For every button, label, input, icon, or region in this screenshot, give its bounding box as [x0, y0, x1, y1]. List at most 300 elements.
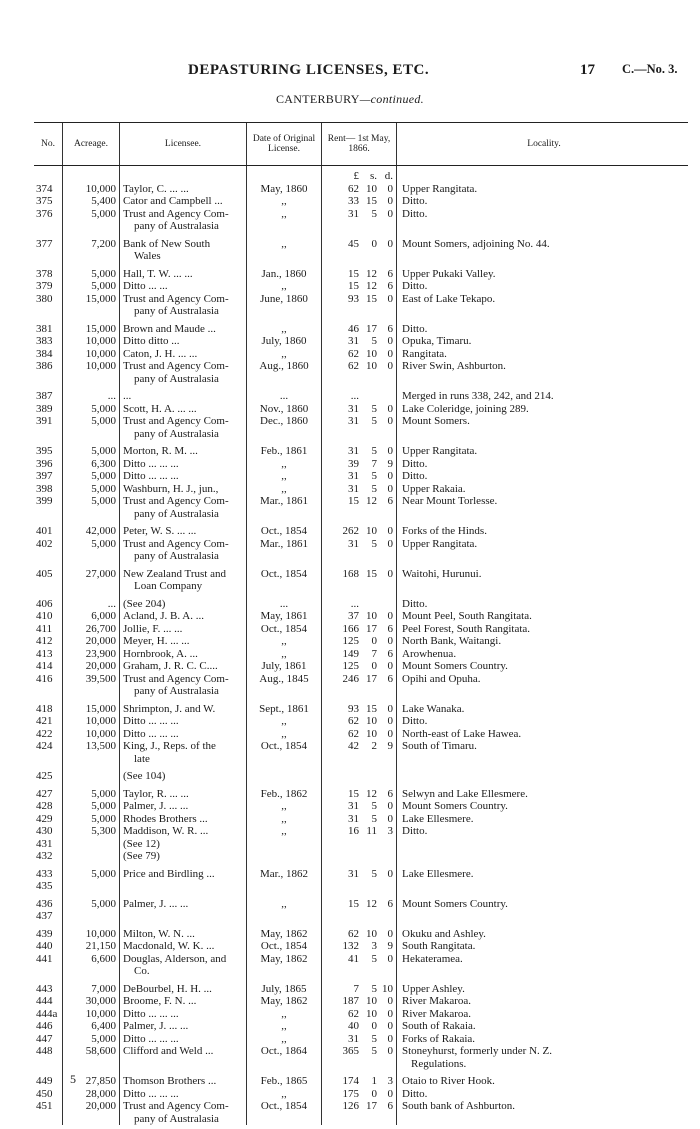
cell-licensee: Acland, J. B. A. ...	[120, 610, 247, 623]
rent-shillings: 5	[371, 812, 377, 825]
cell-acreage: 5,000	[63, 483, 120, 496]
cell-acreage: 27,850	[63, 1070, 120, 1088]
cell-rent	[322, 195, 397, 208]
rent-pounds: 15	[348, 280, 359, 292]
table-row	[34, 673, 688, 686]
cell-no: 399	[36, 495, 53, 507]
cell-date: ,,	[247, 1008, 322, 1021]
cell-locality: Ditto.	[397, 458, 689, 471]
cell-date: May, 1861	[247, 610, 322, 623]
cell-licensee: Trust and Agency Com-	[120, 538, 247, 551]
cell-date	[247, 1058, 322, 1071]
cell-date: May, 1862	[247, 923, 322, 941]
cell-licensee-continued	[120, 1058, 247, 1071]
cell-rent	[322, 610, 397, 623]
rent-shillings: 10	[366, 727, 377, 740]
document-reference: C.—No. 3.	[622, 62, 678, 76]
rent-pounds: 246	[342, 672, 359, 685]
unit-shillings: s.	[369, 170, 377, 182]
unit-pounds: £	[353, 170, 359, 182]
rent-pence: 3	[387, 1075, 393, 1087]
cell-licensee: Cator and Campbell ...	[120, 195, 247, 208]
cell-locality: North-east of Lake Hawea.	[397, 728, 689, 741]
cell-no: 449	[36, 1075, 53, 1087]
rent-pounds: 39	[348, 457, 359, 470]
cell-date: ,,	[247, 648, 322, 661]
cell-rent	[322, 550, 397, 563]
cell-rent	[322, 660, 397, 673]
table-row	[34, 660, 688, 673]
rent-shillings: 10	[366, 360, 377, 372]
cell-date: Oct., 1854	[247, 740, 322, 753]
table-row	[34, 863, 688, 881]
cell-date: Mar., 1861	[247, 495, 322, 508]
cell-licensee: Ditto ... ... ...	[120, 1088, 247, 1101]
cell-rent	[322, 1100, 397, 1113]
cell-date: ,,	[247, 1020, 322, 1033]
cell-date: ,,	[247, 1033, 322, 1046]
cell-acreage: 5,000	[63, 538, 120, 551]
cell-acreage	[63, 685, 120, 698]
cell-no: 432	[36, 850, 53, 862]
cell-acreage: 6,300	[63, 458, 120, 471]
cell-date	[247, 580, 322, 593]
rent-pence: 0	[387, 237, 393, 250]
cell-licensee: Scott, H. A. ... ...	[120, 403, 247, 416]
cell-acreage: 6,000	[63, 610, 120, 623]
cell-licensee: Clifford and Weld ...	[120, 1045, 247, 1058]
cell-date: ,,	[247, 470, 322, 483]
table-row	[34, 940, 688, 953]
rent-shillings: 11	[366, 825, 377, 837]
rent-pounds: 62	[348, 360, 359, 372]
cell-locality: Lake Coleridge, joining 289.	[397, 403, 689, 416]
cell-rent	[322, 673, 397, 686]
cell-licensee-continued: pany of Australasia	[120, 550, 247, 563]
rent-pence: 0	[387, 715, 393, 727]
cell-rent	[322, 940, 397, 953]
rent-pence: 0	[387, 1020, 393, 1032]
cell-no: 427	[36, 787, 53, 800]
cell-licensee: Trust and Agency Com-	[120, 495, 247, 508]
cell-date: Aug., 1860	[247, 360, 322, 373]
cell-locality: Upper Rangitata.	[397, 183, 689, 196]
cell-locality: Okuku and Ashley.	[397, 923, 689, 941]
col-header-date: Date of Original License.	[247, 123, 322, 166]
cell-date: Feb., 1861	[247, 440, 322, 458]
cell-acreage: ...	[63, 385, 120, 403]
rent-pounds: 149	[342, 647, 359, 660]
unit-pence: d.	[384, 170, 393, 182]
cell-date	[247, 965, 322, 978]
cell-acreage: 5,000	[63, 280, 120, 293]
cell-licensee: Hornbrook, A. ...	[120, 648, 247, 661]
table-row-continuation	[34, 428, 688, 441]
cell-date	[247, 508, 322, 521]
cell-no: 436	[36, 897, 53, 910]
cell-licensee: Caton, J. H. ... ...	[120, 348, 247, 361]
cell-licensee-continued: late	[120, 753, 247, 766]
cell-date: Oct., 1854	[247, 1100, 322, 1113]
cell-licensee: Graham, J. R. C. C....	[120, 660, 247, 673]
cell-date: Aug., 1845	[247, 673, 322, 686]
cell-licensee: Maddison, W. R. ...	[120, 825, 247, 838]
table-row	[34, 293, 688, 306]
cell-acreage: 10,000	[63, 335, 120, 348]
cell-rent	[322, 765, 397, 783]
cell-locality	[397, 838, 689, 851]
cell-date: July, 1860	[247, 335, 322, 348]
cell-rent	[322, 1113, 397, 1126]
cell-locality: Ditto.	[397, 1088, 689, 1101]
cell-date: Oct., 1854	[247, 520, 322, 538]
rent-pounds: 40	[348, 1020, 359, 1032]
cell-date	[247, 910, 322, 923]
rent-pence: 0	[387, 335, 393, 347]
rent-shillings: 5	[371, 207, 377, 220]
table-row	[34, 923, 688, 941]
rent-pence: 0	[387, 292, 393, 305]
cell-locality: Mount Somers, adjoining No. 44.	[397, 233, 689, 251]
rent-pence: 6	[387, 787, 393, 800]
rent-shillings: 0	[371, 1020, 377, 1032]
cell-no: 413	[36, 647, 53, 660]
rent-pounds: 175	[342, 1087, 359, 1100]
cell-acreage: 10,000	[63, 360, 120, 373]
rent-pounds: 31	[348, 415, 359, 427]
cell-licensee: Ditto ... ... ...	[120, 458, 247, 471]
cell-date: ,,	[247, 728, 322, 741]
table-row-continuation	[34, 753, 688, 766]
cell-date: ...	[247, 593, 322, 611]
table-row	[34, 458, 688, 471]
cell-rent	[322, 753, 397, 766]
table-row	[34, 623, 688, 636]
rent-shillings: 1	[371, 1075, 377, 1087]
cell-rent	[322, 995, 397, 1008]
table-row	[34, 1033, 688, 1046]
cell-acreage: 5,000	[63, 893, 120, 911]
cell-no: 412	[36, 635, 53, 647]
cell-acreage	[63, 850, 120, 863]
rent-shillings: 10	[366, 1007, 377, 1020]
cell-locality: North Bank, Waitangi.	[397, 635, 689, 648]
cell-date	[247, 1113, 322, 1126]
rent-pence: 6	[387, 267, 393, 280]
rent-shillings: 5	[371, 470, 377, 482]
cell-date	[247, 753, 322, 766]
rent-shillings: 0	[371, 237, 377, 250]
cell-licensee: Douglas, Alderson, and	[120, 953, 247, 966]
rent-shillings: 5	[371, 415, 377, 427]
rent-shillings: 5	[371, 482, 377, 495]
cell-rent	[322, 183, 397, 196]
cell-date	[247, 850, 322, 863]
col-header-rent: Rent— 1st May, 1866.	[322, 123, 397, 166]
rent-pounds: 168	[342, 567, 359, 580]
cell-date	[247, 685, 322, 698]
rent-pence: 0	[387, 445, 393, 457]
cell-locality: Selwyn and Lake Ellesmere.	[397, 783, 689, 801]
cell-acreage	[63, 765, 120, 783]
cell-no	[34, 250, 63, 263]
cell-date: June, 1860	[247, 293, 322, 306]
cell-no: 414	[36, 660, 53, 672]
rent-shillings: 5	[371, 445, 377, 457]
cell-no	[34, 305, 63, 318]
cell-rent	[322, 1020, 397, 1033]
rent-pounds: 15	[348, 267, 359, 280]
rent-shillings: 5	[371, 1032, 377, 1045]
cell-rent	[322, 923, 397, 941]
table-row-continuation	[34, 965, 688, 978]
cell-locality-continued	[397, 305, 689, 318]
table-row-continuation	[34, 250, 688, 263]
rent-pence: 6	[387, 1100, 393, 1112]
cell-locality: Forks of the Hinds.	[397, 520, 689, 538]
cell-rent	[322, 893, 397, 911]
rent-pounds: 15	[348, 787, 359, 800]
cell-acreage	[63, 220, 120, 233]
rent-pounds: 125	[342, 660, 359, 672]
cell-acreage: 5,000	[63, 208, 120, 221]
cell-locality-continued	[397, 250, 689, 263]
cell-no: 402	[36, 537, 53, 550]
cell-locality: Arowhenua.	[397, 648, 689, 661]
cell-locality-continued	[397, 550, 689, 563]
cell-acreage: 5,000	[63, 863, 120, 881]
table-row-continuation	[34, 373, 688, 386]
rent-pence: 6	[387, 495, 393, 507]
cell-locality: Mount Somers.	[397, 415, 689, 428]
cell-locality: Ditto.	[397, 470, 689, 483]
cell-no: 405	[36, 567, 53, 580]
rent-pence: 6	[387, 322, 393, 335]
cell-no: 424	[36, 740, 53, 752]
cell-licensee: Trust and Agency Com-	[120, 673, 247, 686]
cell-locality: South of Timaru.	[397, 740, 689, 753]
cell-no: 398	[36, 482, 53, 495]
cell-rent	[322, 910, 397, 923]
rent-shillings: 12	[366, 495, 377, 507]
cell-licensee-continued: Loan Company	[120, 580, 247, 593]
cell-date: May, 1862	[247, 995, 322, 1008]
cell-licensee: (See 79)	[120, 850, 247, 863]
table-row	[34, 880, 688, 893]
table-row	[34, 335, 688, 348]
rent-pounds: 166	[342, 622, 359, 635]
rent-pence: 0	[387, 1007, 393, 1020]
cell-acreage: 6,600	[63, 953, 120, 966]
cell-licensee: Ditto ... ...	[120, 280, 247, 293]
cell-rent	[322, 348, 397, 361]
cell-acreage	[63, 910, 120, 923]
cell-licensee: Taylor, C. ... ...	[120, 183, 247, 196]
rent-pounds: 62	[348, 1007, 359, 1020]
rent-pounds: 33	[348, 195, 359, 207]
rent-pence: 0	[387, 525, 393, 537]
cell-no	[34, 1058, 63, 1071]
rent-pounds: 7	[353, 982, 359, 995]
table-row	[34, 1020, 688, 1033]
cell-no: 406	[36, 597, 53, 610]
cell-no: 395	[36, 445, 53, 457]
rent-pounds: 31	[348, 402, 359, 415]
cell-locality: Ditto.	[397, 318, 689, 336]
cell-locality-continued	[397, 1113, 689, 1126]
cell-no: 416	[36, 672, 53, 685]
cell-locality: Ditto.	[397, 715, 689, 728]
rent-pounds: 93	[348, 702, 359, 715]
table-row	[34, 728, 688, 741]
cell-locality: Waitohi, Hurunui.	[397, 563, 689, 581]
cell-rent	[322, 863, 397, 881]
rent-pence: 0	[387, 867, 393, 880]
rent-shillings: 17	[366, 322, 377, 335]
cell-licensee: Rhodes Brothers ...	[120, 813, 247, 826]
cell-no: 431	[36, 837, 53, 850]
table-row	[34, 648, 688, 661]
cell-no: 378	[36, 267, 53, 280]
cell-acreage	[63, 250, 120, 263]
cell-date: May, 1860	[247, 183, 322, 196]
rent-shillings: 17	[366, 1100, 377, 1112]
cell-licensee: Ditto ... ... ...	[120, 728, 247, 741]
rent-pence: 0	[387, 727, 393, 740]
cell-locality: Merged in runs 338, 242, and 214.	[397, 385, 689, 403]
rent-pounds: 46	[348, 322, 359, 335]
cell-no: 411	[36, 622, 53, 635]
table-row	[34, 850, 688, 863]
cell-no	[34, 508, 63, 521]
rent-shillings: 2	[371, 740, 377, 752]
cell-rent	[322, 783, 397, 801]
table-row	[34, 263, 688, 281]
rent-shillings: 10	[366, 927, 377, 940]
cell-no: 380	[36, 292, 53, 305]
cell-acreage: 13,500	[63, 740, 120, 753]
cell-rent	[322, 953, 397, 966]
rent-shillings: 5	[371, 952, 377, 965]
col-header-no: No.	[34, 123, 63, 166]
cell-locality-continued	[397, 373, 689, 386]
cell-licensee-continued: Wales	[120, 250, 247, 263]
cell-rent	[322, 715, 397, 728]
table-row	[34, 538, 688, 551]
cell-acreage	[63, 753, 120, 766]
cell-acreage: 26,700	[63, 623, 120, 636]
cell-locality: Opihi and Opuha.	[397, 673, 689, 686]
cell-acreage: 5,000	[63, 813, 120, 826]
cell-no: 396	[36, 457, 53, 470]
rent-pence: 0	[387, 402, 393, 415]
cell-acreage: 5,000	[63, 403, 120, 416]
cell-acreage: 42,000	[63, 520, 120, 538]
cell-no	[34, 965, 63, 978]
cell-no	[34, 373, 63, 386]
cell-date: ,,	[247, 483, 322, 496]
cell-locality: Ditto.	[397, 208, 689, 221]
cell-rent	[322, 495, 397, 508]
cell-date: Oct., 1854	[247, 563, 322, 581]
table-row	[34, 1045, 688, 1058]
cell-acreage: 5,400	[63, 195, 120, 208]
table-body	[34, 166, 688, 1126]
rent-pounds: 31	[348, 207, 359, 220]
rent-pence: 0	[387, 1032, 393, 1045]
table-row	[34, 1008, 688, 1021]
cell-rent	[322, 580, 397, 593]
section-subtitle	[0, 92, 700, 107]
subtitle-main: CANTERBURY	[276, 92, 360, 106]
rent-shillings: 5	[371, 335, 377, 347]
table-row	[34, 953, 688, 966]
cell-no: 433	[36, 867, 53, 880]
cell-locality: Upper Ashley.	[397, 978, 689, 996]
cell-no: 389	[36, 402, 53, 415]
cell-rent	[322, 728, 397, 741]
cell-no: 377	[36, 237, 53, 250]
cell-acreage: 10,000	[63, 348, 120, 361]
rent-pence: 9	[387, 740, 393, 752]
cell-licensee: Ditto ... ... ...	[120, 1033, 247, 1046]
cell-acreage: 15,000	[63, 293, 120, 306]
cell-licensee: (See 12)	[120, 838, 247, 851]
cell-date	[247, 305, 322, 318]
cell-acreage: 23,900	[63, 648, 120, 661]
cell-date: May, 1862	[247, 953, 322, 966]
rent-pounds: 132	[342, 940, 359, 952]
rent-pounds: 42	[348, 740, 359, 752]
cell-rent	[322, 520, 397, 538]
cell-date: Dec., 1860	[247, 415, 322, 428]
cell-licensee: Meyer, H. ... ...	[120, 635, 247, 648]
cell-acreage: 10,000	[63, 183, 120, 196]
cell-acreage	[63, 373, 120, 386]
cell-acreage: 39,500	[63, 673, 120, 686]
cell-licensee-continued: pany of Australasia	[120, 1113, 247, 1126]
cell-licensee: Taylor, R. ... ...	[120, 783, 247, 801]
table-row	[34, 910, 688, 923]
rent-pence: 0	[387, 182, 393, 195]
table-row	[34, 208, 688, 221]
cell-acreage	[63, 550, 120, 563]
cell-rent	[322, 698, 397, 716]
cell-locality: Upper Rangitata.	[397, 538, 689, 551]
cell-licensee: Palmer, J. ... ...	[120, 1020, 247, 1033]
rent-pence: 0	[387, 660, 393, 672]
page-header	[0, 62, 700, 82]
cell-no: 379	[36, 280, 53, 292]
cell-date: ,,	[247, 893, 322, 911]
rent-pounds: 31	[348, 812, 359, 825]
rent-pence: 10	[382, 982, 393, 995]
cell-licensee-continued: pany of Australasia	[120, 305, 247, 318]
cell-date: Oct., 1864	[247, 1045, 322, 1058]
rent-pence: 0	[387, 347, 393, 360]
cell-acreage: 5,000	[63, 440, 120, 458]
table-row	[34, 765, 688, 783]
cell-locality: Ditto.	[397, 825, 689, 838]
rent-pence: 9	[387, 457, 393, 470]
rent-pence: 0	[387, 567, 393, 580]
cell-acreage: 7,200	[63, 233, 120, 251]
cell-acreage: 6,400	[63, 1020, 120, 1033]
cell-locality: Opuka, Timaru.	[397, 335, 689, 348]
cell-rent	[322, 403, 397, 416]
cell-rent	[322, 740, 397, 753]
cell-acreage: 15,000	[63, 698, 120, 716]
